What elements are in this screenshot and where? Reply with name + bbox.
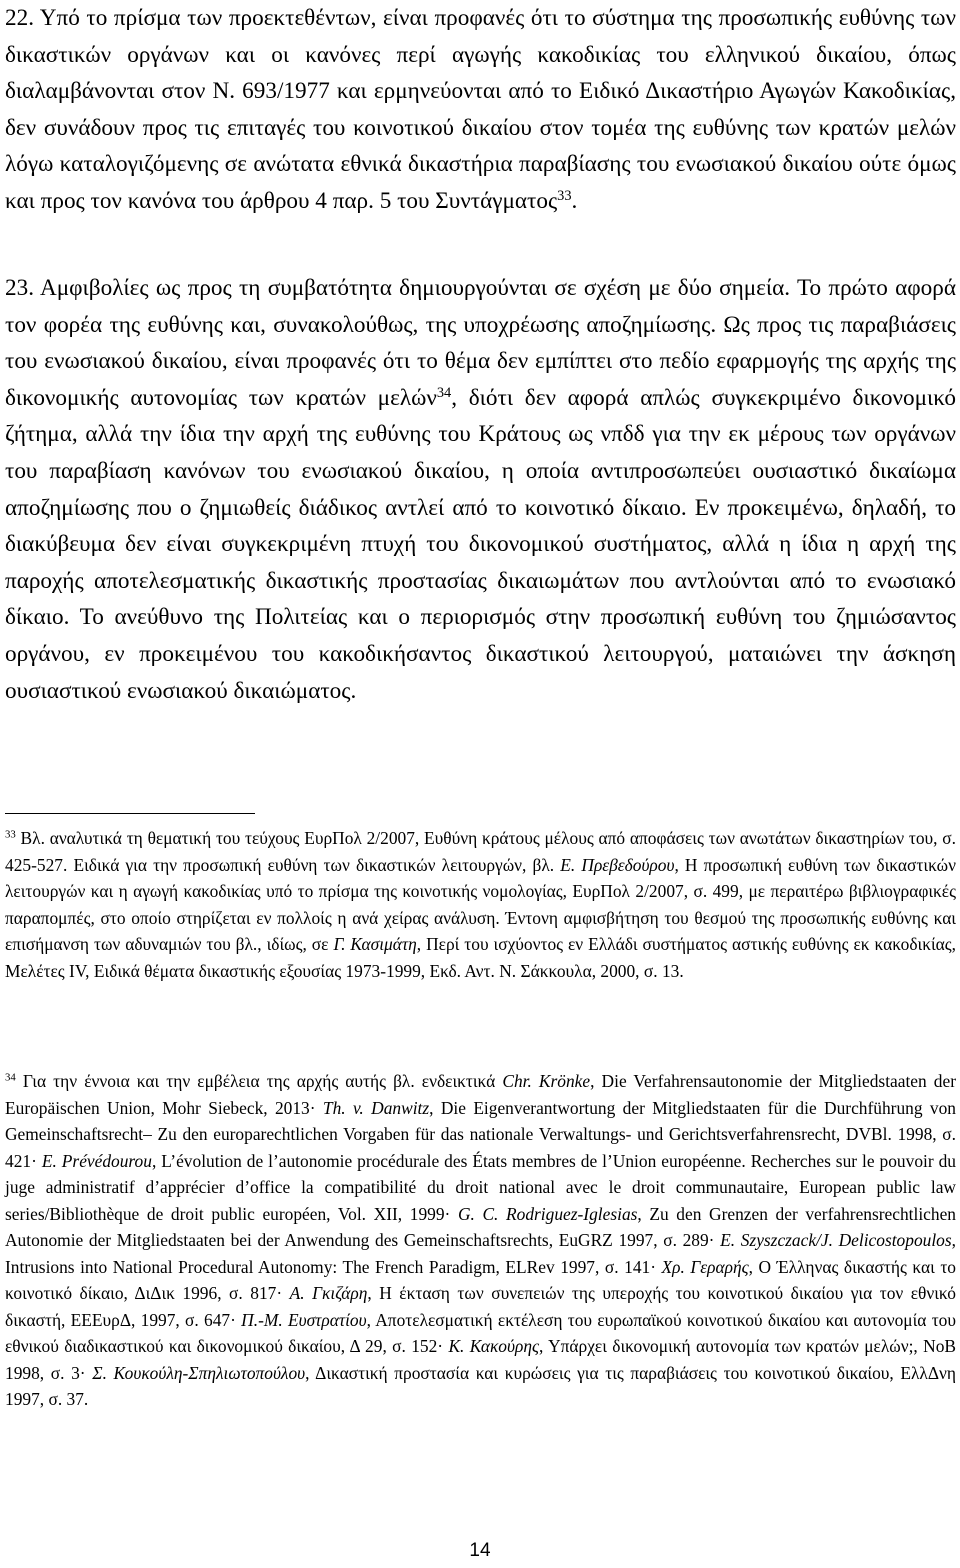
footnote-34-text-4: , L’évolution de l’autonomie procédurale des États membres de l’Union européenne. Recherches sur le pouvoir du juge administratif d’apprécier d’office la compatibilité du droit national avec le droit communautaire, European public law series/Bibliothèque de droit public européen, Vol. XII, 1999· xyxy=(5,1150,957,1224)
paragraph-23-text-1: 23. Αμφιβολίες ως προς τη συμβατότητα δημιουργούνται σε σχέση με δύο σημεία. Το πρώτο αφορά τον φορέα της ευθύνης και, συνακολούθως, της υποχρέωσης αποζημίωσης. Ως προς τις παραβιάσεις του ενωσιακού δικαίου, είναι προφανές ότι το θέμα δεν εμπίπτει στο πεδίο εφαρμογής της αρχής της δικονομικής αυτονομίας των κρατών μελών xyxy=(5,275,956,411)
paragraph-23 xyxy=(5,270,956,709)
footnote-34-text-11: , Δικαστική προστασία και κυρώσεις για τις παραβιάσεις του κοινοτικού δικαίου, ΕλλΔνη 1997, σ. 37. xyxy=(5,1362,956,1409)
footnote-34-author-7: Α. Γκιζάρη xyxy=(289,1283,368,1303)
footnote-34-author-1: Chr. Krönke xyxy=(502,1071,591,1091)
footnote-34-text-10: , Υπάρχει δικονομική αυτονομία των κρατών μελών;, NoB 1998, σ. 3· xyxy=(5,1336,956,1383)
footnote-34-author-4: G. C. Rodriguez-Iglesias xyxy=(457,1203,638,1224)
footnote-34-author-2: Th. v. Danwitz xyxy=(322,1097,430,1118)
footnote-ref-34[interactable]: 34 xyxy=(436,384,452,401)
footnote-34-text-5: , Zu den Grenzen der verfahrensrechtlichen Autonomie der Mitgliedstaaten bei der Anwendung des Gemeinschaftsrechts, EuGRZ 1997, σ. 289· xyxy=(5,1203,956,1250)
footnote-33 xyxy=(5,825,956,984)
footnote-34 xyxy=(5,1068,956,1413)
footnote-34-author-9: Κ. Κακούρης xyxy=(448,1336,540,1356)
footnote-34-text-7: , Ο Έλληνας δικαστής και το κοινοτικό δίκαιο, ΔιΔικ 1996, σ. 817· xyxy=(5,1256,957,1303)
footnote-ref-33[interactable]: 33 xyxy=(557,188,572,205)
footnote-33-text-2: , Η προσωπική ευθύνη των δικαστικών λειτουργών και η αγωγή κακοδικίας υπό το πρίσμα της κοινοτικής νομολογίας, ΕυρΠολ 2/2007, σ. 499, με περαιτέρω βιβλιογραφικές παραπομπές, στο οποίο στηρίζεται εν πολλοίς η ανά χείρας ανάλυση. Έντονη αμφισβήτηση του θεσμού της προσωπικής ευθύνης και επισήμανση των αδυναμιών του βλ., ιδίως, σε xyxy=(5,854,956,954)
paragraph-22-text: 22. Υπό το πρίσμα των προεκτεθέντων, είναι προφανές ότι το σύστημα της προσωπικής ευθύνης των δικαστικών οργάνων και οι κανόνες περί αγωγής κακοδικίας του ελληνικού δικαίου, όπως διαλαμβάνονται στον Ν. 693/1977 και ερμηνεύονται από το Ειδικό Δικαστήριο Αγωγών Κακοδικίας, δεν συνάδουν προς τις επιταγές του κοινοτικού δικαίου στον τομέα της ευθύνης των κρατών μελών λόγω καταλογιζόμενης σε ανώτατα εθνικά δικαστήρια παραβίασης του ενωσιακού δικαίου ούτε όμως και προς τον κανόνα του άρθρου 4 παρ. 5 του Συντάγματος xyxy=(5,5,956,214)
paragraph-22-end: . xyxy=(571,187,578,214)
footnote-34-text-8: , Η έκταση των συνεπειών της υπεροχής του κοινοτικού δικαίου για τον εθνικό δικαστή, ΕΕΕυρΔ, 1997, σ. 647· xyxy=(5,1283,956,1330)
footnote-33-text-1: Βλ. αναλυτικά τη θεματική του τεύχους ΕυρΠολ 2/2007, Ευθύνη κράτους μέλους από αποφάσεις των ανωτάτων δικαστηρίων του, σ. 425-527. Ειδικά για την προσωπική ευθύνη των δικαστικών λειτουργών, βλ. xyxy=(5,828,956,875)
footnote-34-author-5: E. Szyszczack/J. Delicostopoulos xyxy=(720,1230,952,1250)
footnote-34-text-6: , Intrusions into National Procedural Autonomy: The French Paradigm, ELRev 1997, σ. 141· xyxy=(5,1230,956,1277)
footnote-34-text-2: , Die Verfahrensautonomie der Mitgliedstaaten der Europäischen Union, Mohr Siebeck, 2013· xyxy=(5,1071,956,1118)
footnote-33-author-1: Ε. Πρεβεδούρου xyxy=(560,854,675,875)
paragraph-23-text-2: , διότι δεν αφορά απλώς συγκεκριμένο δικονομικό ζήτημα, αλλά την ίδια την αρχή της ευθύνης του Κράτους ως νπδδ για την εκ μέρους των οργάνων του παραβίαση κανόνων του ενωσιακού δικαίου, η οποία αντιπροσωπεύει ουσιαστικό δικαίωμα αποζημίωσης που ο ζημιωθείς διάδικος αντλεί από το κοινοτικό δίκαιο. Εν προκειμένω, δηλαδή, το διακύβευμα δεν είναι συγκεκριμένη πτυχή του δικονομικού συστήματος, αλλά η ίδια η αρχή της παροχής αποτελεσματικής δικαστικής προστασίας δικαιωμάτων που αντλούνται από το ενωσιακό δίκαιο. Το ανεύθυνο της Πολιτείας και ο περιορισμός στην προσωπική ευθύνη του ζημιώσαντος οργάνου, εν προκειμένου του κακοδικήσαντος δικαστικού λειτουργού, ματαιώνει την άσκηση ουσιαστικού ενωσιακού δικαιώματος. xyxy=(5,384,957,704)
footnote-34-author-6: Χρ. Γεραρής xyxy=(661,1256,749,1277)
footnote-33-number: 33 xyxy=(5,828,16,841)
footnote-34-author-3: E. Prévédourou xyxy=(41,1150,152,1171)
footnote-33-author-2: Γ. Κασιμάτη xyxy=(333,934,417,954)
footnote-34-author-8: Π.-Μ. Ευστρατίου xyxy=(241,1309,367,1330)
footnote-33-text-3: , Περί του ισχύοντος εν Ελλάδι συστήματος αστικής ευθύνης εκ κακοδικίας, Μελέτες IV, Ειδικά θέματα δικαστικής εξουσίας 1973-1999, Εκδ. Αντ. Ν. Σάκκουλα, 2000, σ. 13. xyxy=(5,934,956,981)
footnote-separator xyxy=(5,813,255,814)
footnote-34-text-3: , Die Eigenverantwortung der Mitgliedstaaten für die Durchführung von Gemeinschaftsrecht– Zu den europarechtlichen Vorgaben für das nationale Verwaltungs- und Gerichtsverfahrensrecht, DVBl. 1998, σ. 421· xyxy=(5,1097,956,1171)
footnote-34-text-1: Για την έννοια και την εμβέλεια της αρχής αυτής βλ. ενδεικτικά xyxy=(15,1071,503,1091)
paragraph-22 xyxy=(5,0,956,220)
footnote-34-text-9: , Αποτελεσματική εκτέλεση του ευρωπαϊκού κοινοτικού δικαίου και αυτονομία του εθνικού διαδικαστικού και δικονομικού δικαίου, Δ 29, σ. 152· xyxy=(5,1309,956,1356)
footnote-34-number: 34 xyxy=(5,1071,16,1084)
footnote-34-author-10: Σ. Κουκούλη-Σπηλιωτοπούλου xyxy=(92,1362,306,1383)
page-number: 14 xyxy=(469,1540,491,1561)
